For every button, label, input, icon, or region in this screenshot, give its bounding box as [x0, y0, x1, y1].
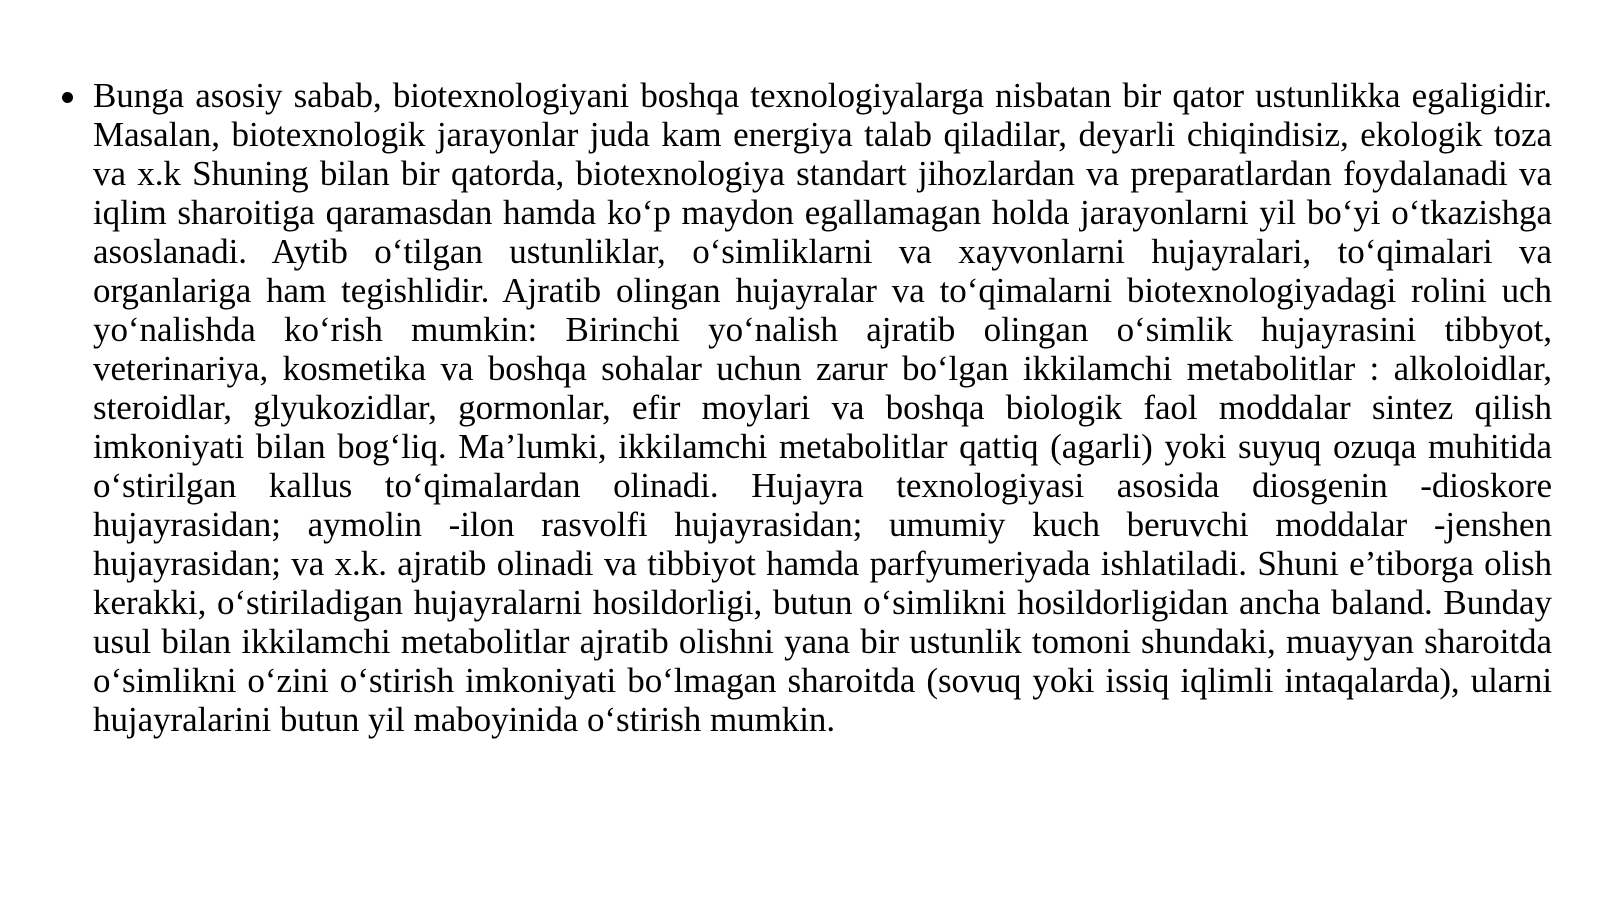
bullet-list: [60, 76, 1552, 739]
bullet-item: [60, 76, 1552, 739]
bullet-paragraph: Bunga asosiy sabab, biotexnologiyani boshqa texnologiyalarga nisbatan bir qator ustunlikka egaligidir. Masalan, biotexnologik jarayonlar juda kam energiya talab qiladilar, deyarli chiqindisiz, ekologik toza va x.k Shuning bilan bir qatorda, biotexnologiya standart jihozlardan va preparatlardan foydalanadi va iqlim sharoitiga qaramasdan hamda ko‘p maydon egallamagan holda jarayonlarni yil bo‘yi o‘tkazishga asoslanadi. Aytib o‘tilgan ustunliklar, o‘simliklarni va xayvonlarni hujayralari, to‘qimalari va organlariga ham tegishlidir. Ajratib olingan hujayralar va to‘qimalarni biotexnologiyadagi rolini uch yo‘nalishda ko‘rish mumkin: Birinchi yo‘nalish ajratib olingan o‘simlik hujayrasini tibbyot, veterinariya, kosmetika va boshqa sohalar uchun zarur bo‘lgan ikkilamchi metabolitlar : alkoloidlar, steroidlar, glyukozidlar, gormonlar, efir moylari va boshqa biologik faol moddalar sintez qilish imkoniyati bilan bog‘liq. Ma’lumki, ikkilamchi metabolitlar qattiq (agarli) yoki suyuq ozuqa muhitida o‘stirilgan kallus to‘qimalardan olinadi. Hujayra texnologiyasi asosida diosgenin -dioskore hujayrasidan; aymolin -ilon rasvolfi hujayrasidan; umumiy kuch beruvchi moddalar -jenshen hujayrasidan; va x.k. ajratib olinadi va tibbiyot hamda parfyumeriyada ishlatiladi. Shuni e’tiborga olish kerakki, o‘stiriladigan hujayralarni hosildorligi, butun o‘simlikni hosildorligidan ancha baland. Bunday usul bilan ikkilamchi metabolitlar ajratib olishni yana bir ustunlik tomoni shundaki, muayyan sharoitda o‘simlikni o‘zini o‘stirish imkoniyati bo‘lmagan sharoitda (sovuq yoki issiq iqlimli intaqalarda), ularni hujayralarini butun yil maboyinida o‘stirish mumkin.: [93, 76, 1552, 739]
bullet-dot-icon: [62, 92, 73, 103]
